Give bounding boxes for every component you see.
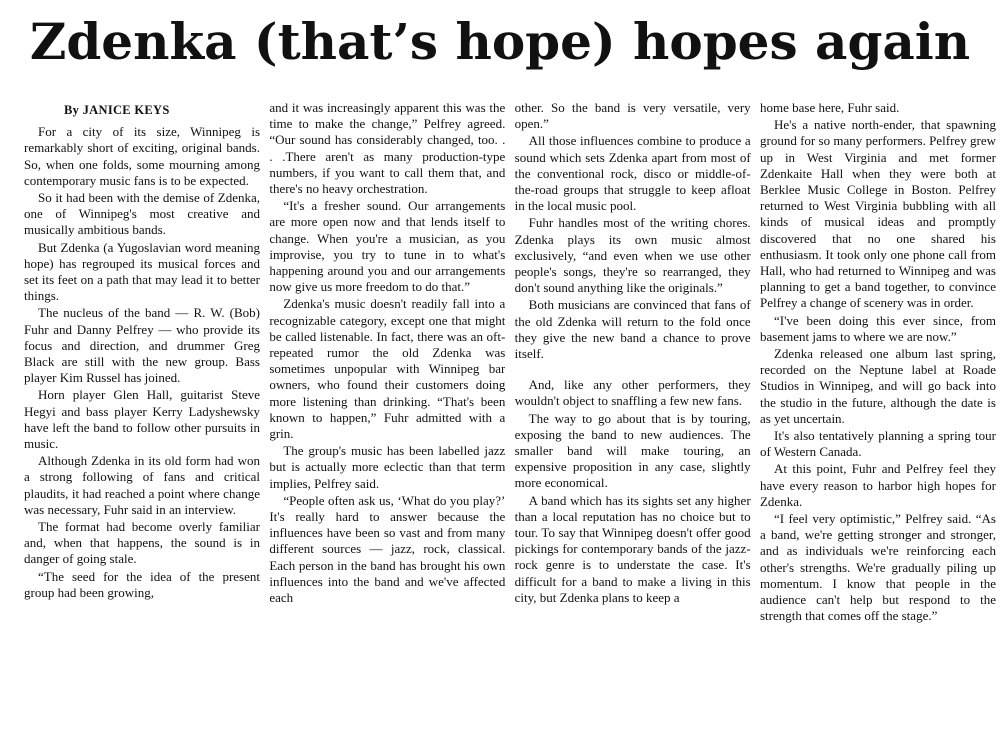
paragraph: So it had been with the demise of Zdenka, one of Winnipeg's most creative and musically ambitious bands.	[24, 190, 260, 238]
paragraph: Although Zdenka in its old form had won a strong following of fans and critical plaudits, it had reached a point where change was necessary, Fuhr said in an interview.	[24, 453, 260, 517]
paragraph: “I've been doing this ever since, from basement jams to where we are now.”	[759, 312, 996, 344]
paragraph: And, like any other performers, they wouldn't object to snaffling a few new fans.	[514, 377, 751, 409]
paragraph: He's a native north-ender, that spawning ground for so many performers. Pelfrey grew up in West Virginia and met former Zdenkaite Hall when they were both at Berklee Music College in Boston. Pelfrey returned to West Virginia bubbling with all kinds of musical ideas and promptly discovered that no one shared his enthusiasm. It took only one phone call from Hall, who had returned to Winnipeg and was planning to get a band together, to convince Pelfrey a change of scenery was in order.	[759, 117, 996, 311]
paragraph: But Zdenka (a Yugoslavian word meaning hope) has regrouped its musical forces and set its feet on a path that may lead it to better things.	[24, 239, 260, 304]
column-2	[269, 100, 505, 735]
paragraph: Both musicians are convinced that fans of the old Zdenka will return to the fold once they give the new band a chance to prove itself.	[514, 297, 751, 362]
paragraph: The group's music has been labelled jazz but is actually more eclectic than that term implies, Pelfrey said.	[269, 443, 506, 491]
paragraph: For a city of its size, Winnipeg is remarkably short of exciting, original bands. So, when one folds, some mourning among contemporary music fans is to be expected.	[24, 124, 260, 188]
paragraph: The way to go about that is by touring, exposing the band to new audiences. The smaller band will make touring, an expensive proposition in any case, slightly more economical.	[514, 410, 751, 491]
paragraph: The nucleus of the band — R. W. (Bob) Fuhr and Danny Pelfrey — who provide its focus and direction, and drummer Greg Black are still with the new group. Bass player Kim Russel has joined.	[24, 305, 260, 386]
column-4	[760, 100, 996, 735]
paragraph: other. So the band is very versatile, very open.”	[514, 100, 751, 132]
paragraph: At this point, Fuhr and Pelfrey feel they have every reason to harbor high hopes for Zdenka.	[759, 461, 996, 509]
column-1	[24, 100, 260, 735]
paragraph-gap	[515, 363, 751, 377]
paragraph: “People often ask us, ‘What do you play?’ It's really hard to answer because the influences have been so vast and from many different sources — jazz, rock, classical. Each person in the band has brought his own influences into the band and we've affected each	[269, 492, 506, 606]
paragraph: A band which has its sights set any higher than a local reputation has no choice but to tour. To say that Winnipeg doesn't offer good pickings for contemporary bands of the jazz-rock genre is to understate the case. It's difficult for a band to make a living in this city, but Zdenka plans to keep a	[514, 492, 751, 605]
paragraph: “I feel very optimistic,” Pelfrey said. “As a band, we're getting stronger and stronger, and as individuals we're reinforcing each other's strengths. We're gradually piling up momentum. I know that people in the audience can't help but respond to the strength that comes off the stage.”	[759, 511, 996, 624]
byline: By JANICE KEYS	[64, 103, 170, 117]
paragraph: and it was increasingly apparent this was the time to make the change,” Pelfrey agreed. “Our sound has considerably changed, too. . . .There aren't as many production-type numbers, if you want to call them that, and there's no heavy orchestration.	[269, 100, 506, 197]
column-3	[515, 100, 751, 735]
paragraph: It's also tentatively planning a spring tour of Western Canada.	[759, 428, 996, 460]
paragraph: Fuhr handles most of the writing chores. Zdenka plays its own music almost exclusively, “and even when we use other people's songs, they're so rearranged, they don't sound anything like the originals.”	[514, 215, 751, 296]
paragraph: Zdenka released one album last spring, recorded on the Neptune label at Roade Studios in Winnipeg, and will go back into the studio in the future, although the date is as yet uncertain.	[759, 346, 996, 426]
paragraph: The format had become overly familiar and, when that happens, the sound is in danger of going stale.	[24, 519, 260, 567]
article-columns	[24, 100, 996, 735]
headline: Zdenka (that’s hope) hopes again	[29, 12, 971, 71]
paragraph: Zdenka's music doesn't readily fall into a recognizable category, except one that might be called listenable. In fact, there was an oft-repeated rumor the old Zdenka was sometimes unpopular with Winnipeg bar owners, who found their customers doing more listening than drinking. “That's been known to happen,” Fuhr admitted with a grin.	[269, 296, 506, 442]
paragraph: “It's a fresher sound. Our arrangements are more open now and that lends itself to change. When you're a musician, as you improvise, you try to tune in to what's happening around you and our arrangements now give us more freedom to do that.”	[269, 198, 506, 295]
paragraph: Horn player Glen Hall, guitarist Steve Hegyi and bass player Kerry Ladyshewsky have left the band to follow other pursuits in music.	[24, 387, 260, 452]
paragraph: home base here, Fuhr said.	[759, 100, 900, 115]
paragraph: All those influences combine to produce a sound which sets Zdenka apart from most of the conventional rock, disco or middle-of-the-road groups that struggle to keep afloat in the local music pool.	[514, 133, 751, 214]
paragraph: “The seed for the idea of the present group had been growing,	[24, 568, 260, 600]
